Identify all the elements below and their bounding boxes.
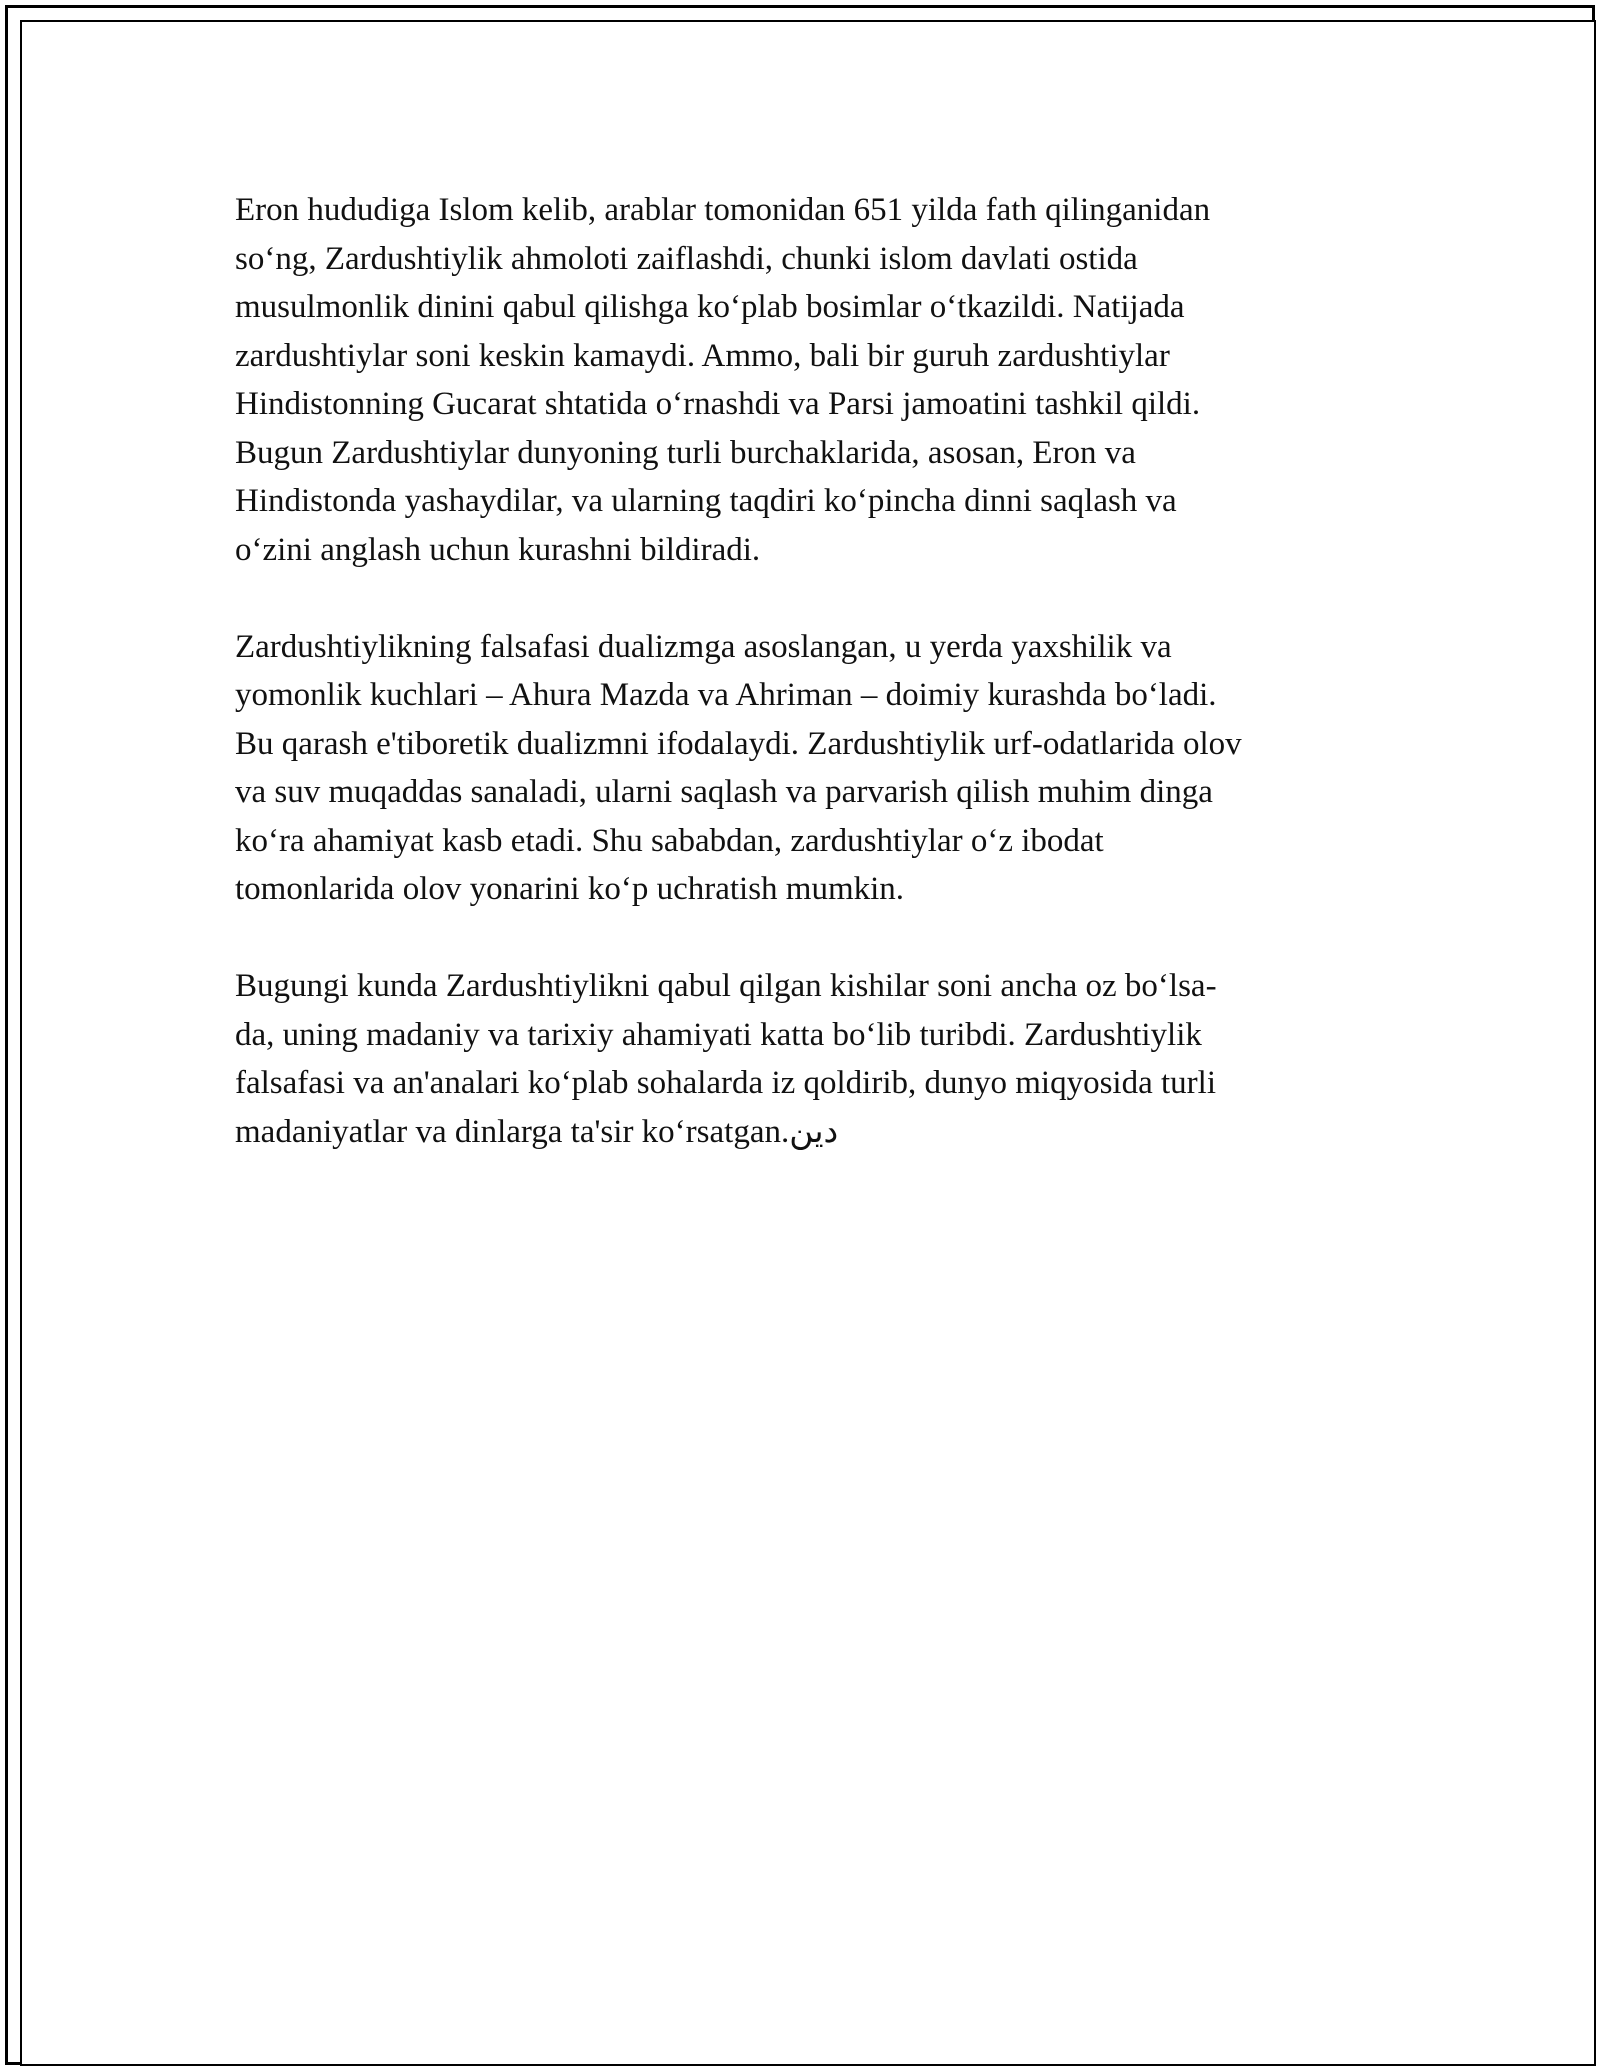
paragraph-3: Bugungi kunda Zardushtiylikni qabul qilgan kishilar soni ancha oz bo‘lsa- da, uning madaniy va tarixiy ahamiyati katta bo‘lib turibdi. Zardushtiylik falsafasi va an'analari ko‘plab sohalarda iz qoldirib, dunyo miqyosida turli madaniyatlar va dinlarga ta'sir ko‘rsatgan.دين bbox=[235, 968, 1217, 1150]
document-body bbox=[235, 186, 1365, 1205]
paragraph-2: Zardushtiylikning falsafasi dualizmga asoslangan, u yerda yaxshilik va yomonlik kuchlari – Ahura Mazda va Ahriman – doimiy kurashda bo‘ladi. Bu qarash e'tiboretik dualizmni ifodalaydi. Zardushtiylik urf-odatlarida olov va suv muqaddas sanaladi, ularni saqlash va parvarish qilish muhim dinga ko‘ra ahamiyat kasb etadi. Shu sababdan, zardushtiylar o‘z ibodat tomonlarida olov yonarini ko‘p uchratish mumkin. bbox=[235, 628, 1242, 907]
paragraph-1: Eron hududiga Islom kelib, arablar tomonidan 651 yilda fath qilinganidan so‘ng, Zardushtiylik ahmoloti zaiflashdi, chunki islom davlati ostida musulmonlik dinini qabul qilishga ko‘plab bosimlar o‘tkazildi. Natijada zardushtiylar soni keskin kamaydi. Ammo, bali bir guruh zardushtiylar Hindistonning Gucarat shtatida o‘rnashdi va Parsi jamoatini tashkil qildi. Bugun Zardushtiylar dunyoning turli burchaklarida, asosan, Eron va Hindistonda yashaydilar, va ularning taqdiri ko‘pincha dinni saqlash va o‘zini anglash uchun kurashni bildiradi. bbox=[235, 192, 1211, 568]
